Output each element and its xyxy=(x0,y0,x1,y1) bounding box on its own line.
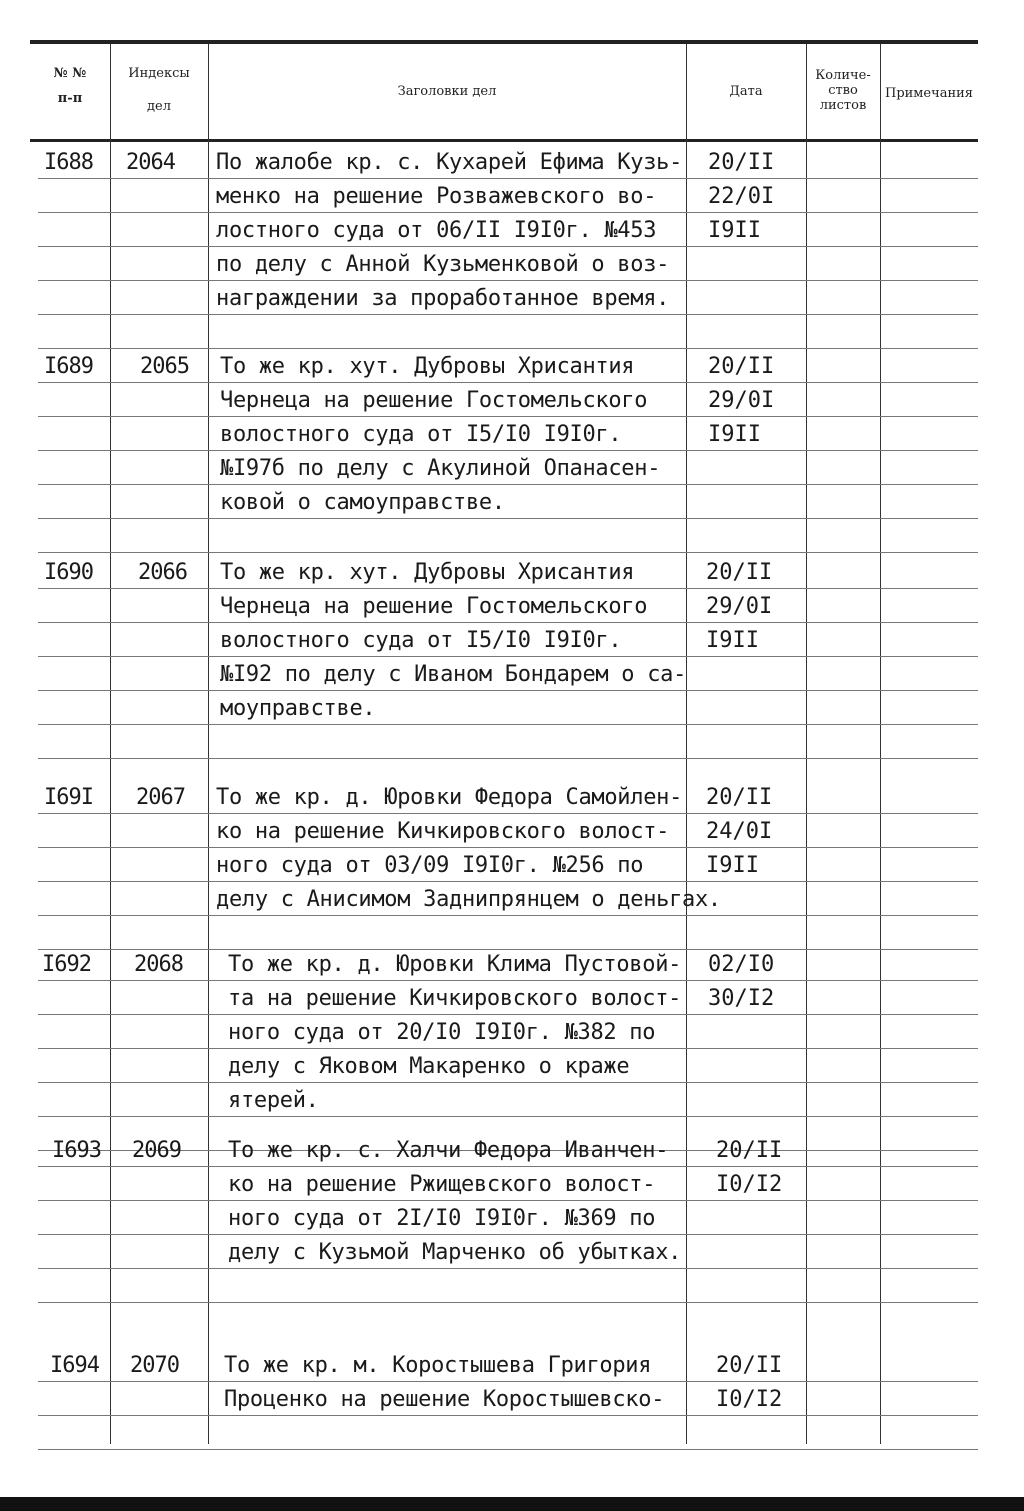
entry-title-line: менко на решение Розважевского во- xyxy=(216,184,657,209)
entry-title-line: ко на решение Ржищевского волост- xyxy=(228,1172,656,1197)
entry-title-line: делу с Яковом Макаренко о краже xyxy=(228,1054,630,1079)
ruled-line xyxy=(38,484,978,485)
entry-title-line: ного суда от 2I/I0 I9I0г. №369 по xyxy=(228,1206,656,1231)
scan-bottom-edge xyxy=(0,1497,1024,1511)
header-index xyxy=(110,66,208,114)
ruled-line xyxy=(38,1234,978,1235)
entry-title-line: та на решение Кичкировского волост- xyxy=(228,986,682,1011)
top-rule xyxy=(30,40,978,44)
ruled-line xyxy=(38,622,978,623)
entry-title-line: То же кр. хут. Дубровы Хрисантия xyxy=(220,560,635,585)
entry-title-line: Чернеца на решение Гостомельского xyxy=(220,594,648,619)
ruled-line xyxy=(38,656,978,657)
ruled-line xyxy=(38,949,978,950)
entry-date: 29/0I xyxy=(708,388,775,413)
ruled-line xyxy=(38,280,978,281)
ruled-line xyxy=(38,1302,978,1303)
header-count-line2: ство xyxy=(828,83,858,98)
ruled-line xyxy=(38,1200,978,1201)
entry-number: I693 xyxy=(52,1138,101,1163)
entry-title-line: То же кр. д. Юровки Клима Пустовой- xyxy=(228,952,682,977)
entry-index: 2067 xyxy=(136,785,185,810)
ruled-line xyxy=(38,813,978,814)
ruled-line xyxy=(38,518,978,519)
ruled-line xyxy=(38,758,978,759)
entry-index: 2069 xyxy=(132,1138,181,1163)
entry-index: 2070 xyxy=(130,1353,179,1378)
ruled-line xyxy=(38,178,978,179)
ruled-line xyxy=(38,1048,978,1049)
entry-date: I0/I2 xyxy=(716,1172,783,1197)
header-num-line1: № № xyxy=(53,66,87,81)
ruled-line xyxy=(38,1082,978,1083)
header-index-line2: дел xyxy=(147,99,171,114)
entry-title-line: ного суда от 03/09 I9I0г. №256 по xyxy=(216,853,644,878)
entry-title-line: То же кр. д. Юровки Федора Самойлен- xyxy=(216,785,683,810)
header-num xyxy=(30,66,110,106)
entry-index: 2068 xyxy=(134,952,183,977)
ruled-line xyxy=(38,552,978,553)
entry-date: I0/I2 xyxy=(716,1387,783,1412)
ruled-line xyxy=(38,416,978,417)
ruled-line xyxy=(38,382,978,383)
ruled-line xyxy=(38,212,978,213)
entry-title-line: ного суда от 20/I0 I9I0г. №382 по xyxy=(228,1020,656,1045)
entry-title-line: волостного суда от I5/I0 I9I0г. xyxy=(220,628,622,653)
ruled-line xyxy=(38,1166,978,1167)
ruled-line xyxy=(38,690,978,691)
header-count-line1: Количе- xyxy=(815,68,871,83)
entry-date: 20/II xyxy=(706,560,773,585)
entry-date: 20/II xyxy=(716,1353,783,1378)
ruled-line xyxy=(38,915,978,916)
entry-date: I9II xyxy=(708,218,761,243)
entry-index: 2066 xyxy=(138,560,187,585)
entry-title-line: ковой о самоуправстве. xyxy=(220,490,505,515)
entry-title-line: награждении за проработанное время. xyxy=(216,286,670,311)
ruled-line xyxy=(38,1116,978,1117)
entry-date: I9II xyxy=(708,422,761,447)
entry-date: 20/II xyxy=(708,354,775,379)
entry-title-line: по делу с Анной Кузьменковой о воз- xyxy=(216,252,670,277)
entry-number: I688 xyxy=(44,150,93,175)
ruled-line xyxy=(38,450,978,451)
ruled-line xyxy=(38,847,978,848)
entry-title-line: ятерей. xyxy=(228,1088,319,1113)
ruled-line xyxy=(38,246,978,247)
entry-title-line: делу с Анисимом Заднипрянцем о деньгах. xyxy=(216,887,721,912)
ruled-line xyxy=(38,588,978,589)
entry-title-line: То же кр. хут. Дубровы Хрисантия xyxy=(220,354,635,379)
entry-date: 30/I2 xyxy=(708,986,775,1011)
entry-title-line: Проценко на решение Коростышевско- xyxy=(224,1387,665,1412)
entry-date: 20/II xyxy=(706,785,773,810)
entry-title-line: По жалобе кр. с. Кухарей Ефима Кузь- xyxy=(216,150,683,175)
ruled-line xyxy=(38,1449,978,1450)
entry-number: I694 xyxy=(50,1353,99,1378)
entry-title-line: лостного суда от 06/II I9I0г. №453 xyxy=(216,218,657,243)
header-index-line1: Индексы xyxy=(128,66,190,81)
header-count-line3: листов xyxy=(819,98,867,113)
ruled-line xyxy=(38,724,978,725)
entry-number: I692 xyxy=(42,952,91,977)
entry-title-line: волостного суда от I5/I0 I9I0г. xyxy=(220,422,622,447)
entry-date: 22/0I xyxy=(708,184,775,209)
ruled-line xyxy=(38,348,978,349)
ruled-line xyxy=(38,1014,978,1015)
header-count xyxy=(806,68,880,113)
ruled-line xyxy=(38,980,978,981)
entry-title-line: №I97б по делу с Акулиной Опанасен- xyxy=(220,456,661,481)
entry-number: I689 xyxy=(44,354,93,379)
entry-date: 29/0I xyxy=(706,594,773,619)
entry-title-line: То же кр. м. Коростышева Григория xyxy=(224,1353,652,1378)
ruled-line xyxy=(38,1381,978,1382)
header-notes: Примечания xyxy=(884,86,973,101)
ruled-line xyxy=(38,314,978,315)
header-num-line2: п-п xyxy=(57,91,83,106)
entry-number: I69I xyxy=(44,785,93,810)
header-date: Дата xyxy=(729,84,763,99)
entry-title-line: делу с Кузьмой Марченко об убытках. xyxy=(228,1240,682,1265)
entry-title-line: ко на решение Кичкировского волост- xyxy=(216,819,670,844)
entry-date: I9II xyxy=(706,853,759,878)
entry-title-line: Чернеца на решение Гостомельского xyxy=(220,388,648,413)
entry-title-line: То же кр. с. Халчи Федора Иванчен- xyxy=(228,1138,669,1163)
entry-index: 2064 xyxy=(126,150,175,175)
entry-date: 24/0I xyxy=(706,819,773,844)
ruled-line xyxy=(38,1415,978,1416)
ruled-line xyxy=(38,881,978,882)
entry-title-line: моуправстве. xyxy=(220,696,376,721)
entry-title-line: №I92 по делу с Иваном Бондарем о са- xyxy=(220,662,687,687)
entry-number: I690 xyxy=(44,560,93,585)
header-title: Заголовки дел xyxy=(397,84,497,99)
entry-date: 20/II xyxy=(708,150,775,175)
entry-date: I9II xyxy=(706,628,759,653)
entry-index: 2065 xyxy=(140,354,189,379)
entry-date: 20/II xyxy=(716,1138,783,1163)
header-bottom-rule xyxy=(30,139,978,142)
entry-date: 02/I0 xyxy=(708,952,775,977)
ruled-line xyxy=(38,1268,978,1269)
